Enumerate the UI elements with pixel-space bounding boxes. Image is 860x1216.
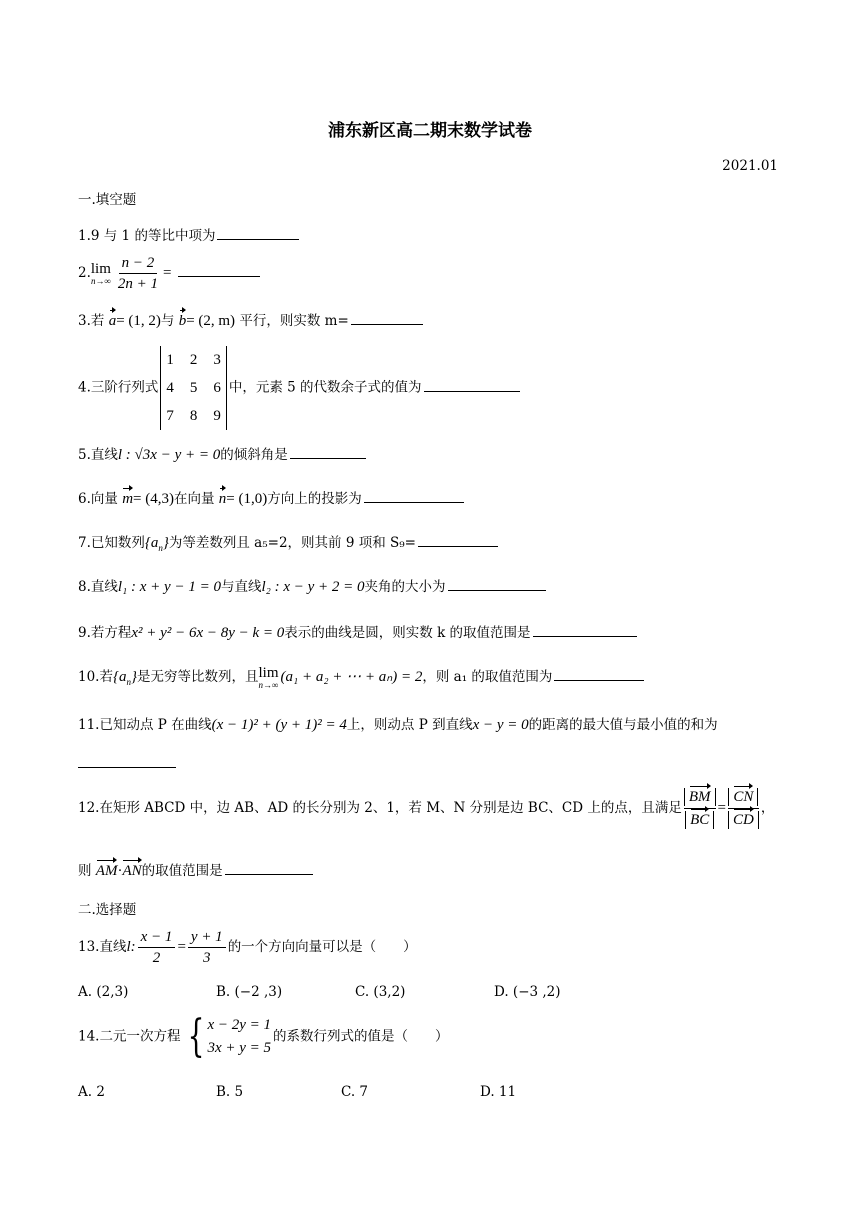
limit-operator: lim n→∞ [258,665,279,690]
circle-equation: x² + y² − 6x − 8y − k = 0 [131,625,285,641]
q5-suffix: 的倾斜角是 [220,447,288,463]
question-13: 13.直线l: $\frac{x - 1}{2}$ = $\frac{y + 1}{3}$ 的一个方向向量可以是（ ） [78,929,417,966]
q10-connector: 是无穷等比数列，且 [136,668,259,685]
question-6 [78,490,464,508]
q13-option-b[interactable]: B. (−2 ,3) [216,984,283,1000]
vector-b: b [178,313,187,329]
q1-number: 1. [78,228,91,244]
answer-blank[interactable] [448,589,546,591]
page-title: 浦东新区高二期末数学试卷 [328,121,532,141]
q6-prefix: 6.向量 [78,491,118,507]
answer-blank[interactable] [225,873,313,875]
q8-connector: 与直线 [220,579,262,595]
question-11 [78,716,718,734]
answer-blank[interactable] [424,390,520,392]
q14-option-a[interactable]: A. 2 [78,1084,105,1100]
limit-operator: lim n→∞ [90,261,111,287]
sequence-notation: $\{a_n\}$ [144,535,169,553]
vector-m: m [122,491,134,507]
q13-prefix: 13.直线 [78,939,127,955]
answer-blank[interactable] [364,501,464,503]
question-12-line-2: 则 AM·AN的取值范围是 [78,862,313,880]
exam-date: 2021.01 [722,158,778,174]
fraction: $\frac{y + 1}{3}$ [188,928,226,967]
answer-blank[interactable] [178,275,260,277]
q14-option-d[interactable]: D. 11 [480,1084,517,1100]
question-4 [78,346,520,430]
q13-suffix: 的一个方向向量可以是（ ） [227,939,417,955]
q8-prefix: 8.直线 [78,579,118,595]
question-10 [78,664,644,691]
vector-a: a [108,313,117,329]
series-expression: (a₁ + a₂ + ⋯ + aₙ) = 2 [280,668,423,685]
q11-connector: 上，则动点 P 到直线 [346,717,473,733]
question-3 [78,312,423,330]
q4-prefix: 4.三阶行列式 [78,379,159,396]
vector-a-value: = (1, 2) [116,313,161,329]
vector-b-value: = (2, m) [186,313,236,329]
q13-option-c[interactable]: C. (3,2) [355,984,406,1000]
q13-option-a[interactable]: A. (2,3) [78,984,129,1000]
line-equation: x − y = 0 [472,717,529,733]
q14-prefix: 14.二元一次方程 [78,1028,181,1045]
q6-connector: 在向量 [173,491,215,507]
ratio-bm-bc: $\frac{BM}{BC}$ [684,786,716,831]
circle-equation: (x − 1)² + (y + 1)² = 4 [211,717,347,733]
equation-system: { x − 2y = 1 3x + y = 5 [188,1011,272,1062]
section-heading-fill-in: 一.填空题 [78,192,137,208]
q3-suffix: 平行，则实数 m= [239,313,349,329]
line-equation: l : √3x − y + = 0 [117,447,221,463]
q8-suffix: 夹角的大小为 [364,579,446,595]
answer-blank[interactable] [351,323,423,325]
question-11-answer-line [78,756,176,772]
q1-text: 9 与 1 的等比中项为 [90,228,216,244]
q11-suffix: 的距离的最大值与最小值的和为 [528,717,718,733]
question-12: 12.在矩形 ABCD 中，边 AB、AD 的长分别为 2、1，若 M、N 分别是边 BC、CD 上的点，且满足 $\frac{BM}{BC}$ = $\frac{CN}{CD}$ ， [78,786,774,831]
fraction: $\frac{x - 1}{2}$ [138,928,176,967]
q9-suffix: 表示的曲线是圆，则实数 k 的取值范围是 [284,625,531,641]
q3-prefix: 3.若 [78,313,105,329]
vector-am: AM [95,863,118,879]
q12-prefix: 12.在矩形 ABCD 中，边 AB、AD 的长分别为 2、1，若 M、N 分别是边 BC、CD 上的点，且满足 [78,800,682,816]
q2-number: 2. [78,265,91,281]
q11-prefix: 11.已知动点 P 在曲线 [78,717,212,733]
question-1 [78,228,299,244]
vector-n-value: = (1,0) [226,491,268,507]
q10-prefix: 10.若 [78,668,113,685]
answer-blank[interactable] [217,238,299,240]
q5-prefix: 5.直线 [78,447,118,463]
question-9 [78,624,637,642]
q12-suffix: 的取值范围是 [141,863,223,879]
question-14 [78,1011,449,1062]
question-2: 2. lim n→∞ $\frac{n - 2}{2n + 1}$ = [78,254,260,293]
section-heading-multiple-choice: 二.选择题 [78,902,137,918]
answer-blank[interactable] [554,679,644,681]
q4-suffix: 中，元素 5 的代数余子式的值为 [228,379,422,396]
q14-suffix: 的系数行列式的值是（ ） [273,1028,449,1045]
q14-option-c[interactable]: C. 7 [341,1084,369,1100]
q9-prefix: 9.若方程 [78,625,132,641]
question-7 [78,534,498,554]
vector-m-value: = (4,3) [133,491,174,507]
q13-option-d[interactable]: D. (−3 ,2) [494,984,561,1000]
sequence-notation: $\{a_n\}$ [112,668,137,687]
question-8 [78,578,546,596]
q7-suffix: 为等差数列且 a₅=2，则其前 9 项和 S₉= [168,535,416,551]
answer-blank[interactable] [533,635,637,637]
line-l1-equation: l₁ : x + y − 1 = 0 [117,579,221,595]
answer-blank[interactable] [290,457,366,459]
line-l2-equation: l₂ : x − y + 2 = 0 [261,579,365,595]
q14-option-b[interactable]: B. 5 [216,1084,244,1100]
determinant-matrix: 1 2 3 4 5 6 7 8 9 [160,346,227,430]
vector-n: n [218,491,227,507]
vector-an: AN [122,863,142,879]
q7-prefix: 7.已知数列 [78,535,145,551]
q10-suffix: ，则 a₁ 的取值范围为 [422,668,553,685]
ratio-cn-cd: $\frac{CN}{CD}$ [728,786,759,831]
answer-blank[interactable] [418,545,498,547]
question-5 [78,446,366,464]
q3-connector: 与 [160,313,175,329]
answer-blank[interactable] [78,766,176,768]
fraction: $\frac{n - 2}{2n + 1}$ [117,255,159,292]
q6-suffix: 方向上的投影为 [267,491,362,507]
